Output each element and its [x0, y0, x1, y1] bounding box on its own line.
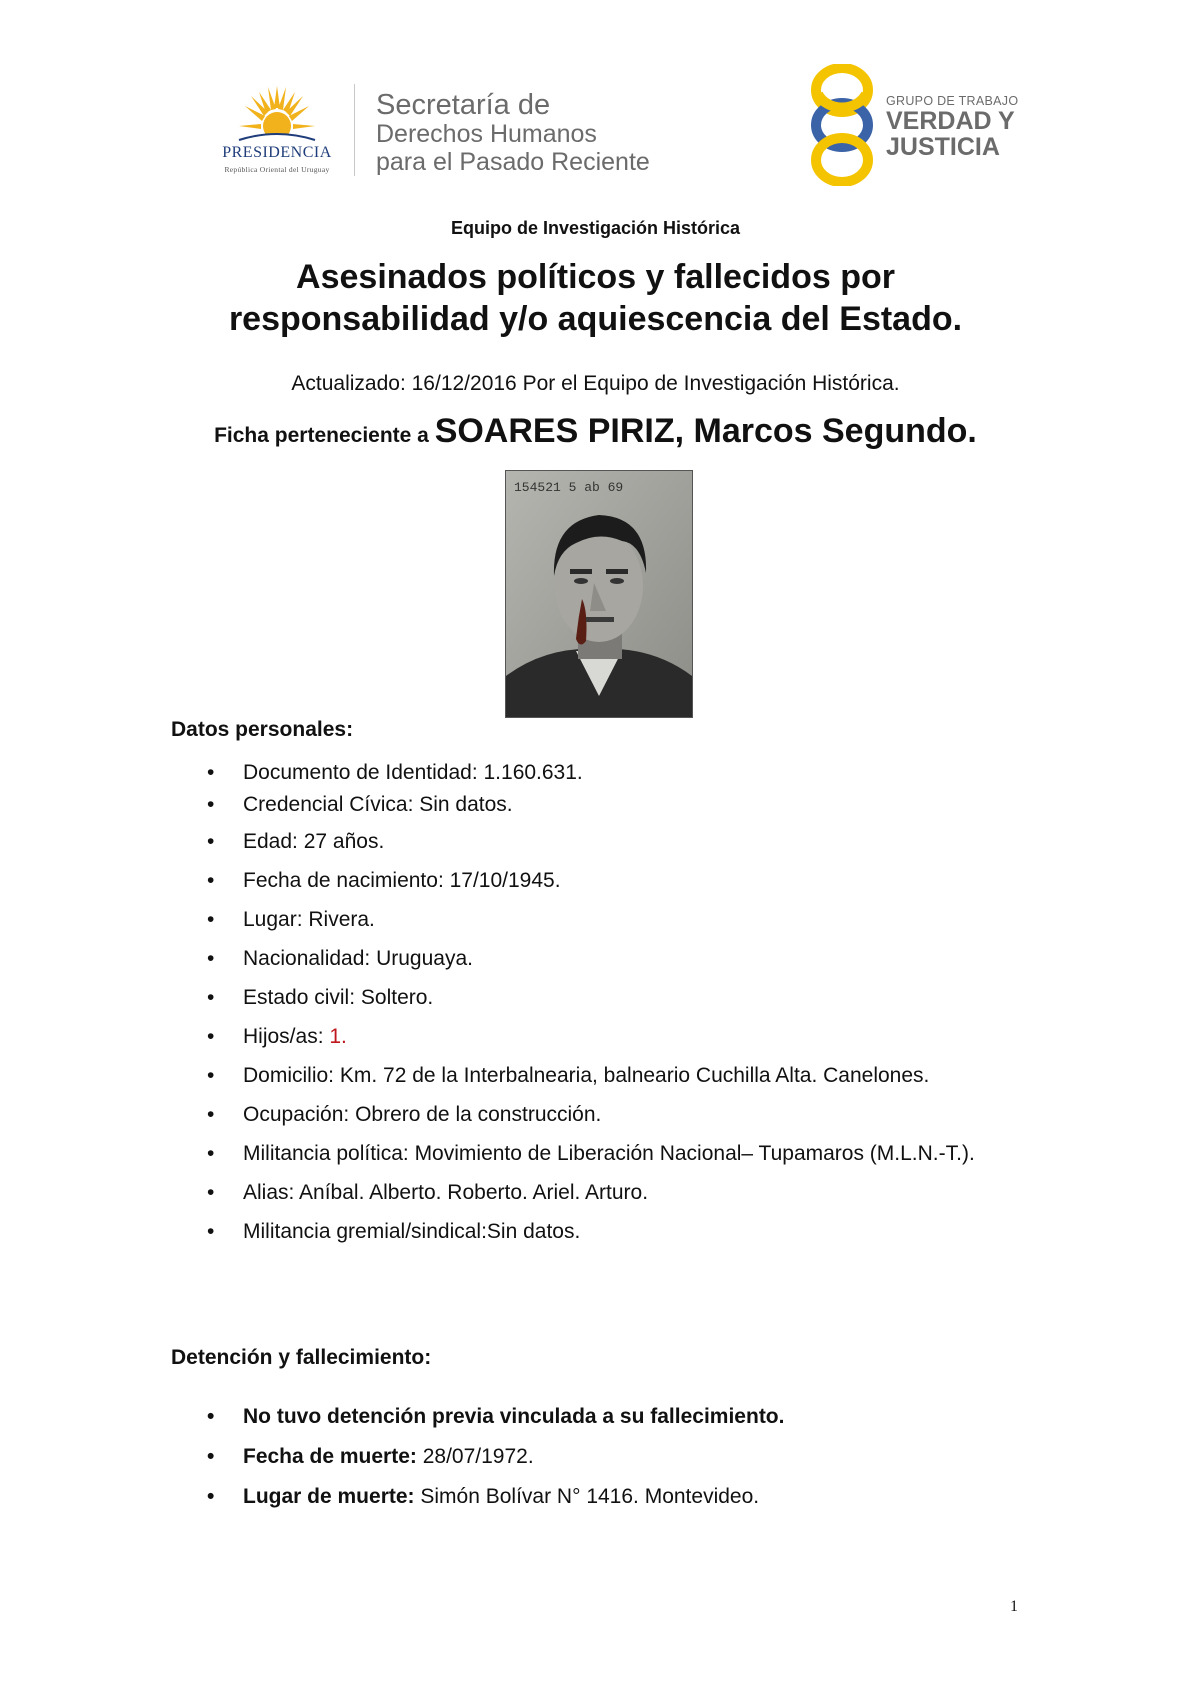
- presidencia-wordmark: PRESIDENCIA: [222, 144, 332, 161]
- person-name: SOARES PIRIZ, Marcos Segundo.: [434, 412, 977, 450]
- item-text: Militancia política: Movimiento de Liberación Nacional– Tupamaros (M.L.N.-T.).: [243, 1142, 975, 1165]
- list-item-hijos: • Hijos/as: 1.: [207, 1025, 347, 1048]
- item-value: Simón Bolívar N° 1416. Montevideo.: [414, 1485, 760, 1508]
- presidencia-logo: [197, 84, 357, 176]
- photo-stamp: 154521 5 ab 69: [514, 480, 624, 495]
- list-item-domicilio: • Domicilio: Km. 72 de la Interbalnearia, balneario Cuchilla Alta. Canelones.: [207, 1064, 930, 1087]
- list-item-nacimiento: • Fecha de nacimiento: 17/10/1945.: [207, 869, 561, 892]
- hijos-count: 1.: [329, 1025, 347, 1048]
- header-divider: [354, 84, 355, 176]
- list-item-nacionalidad: • Nacionalidad: Uruguaya.: [207, 947, 473, 970]
- presidencia-subtitle: República Oriental del Uruguay: [224, 165, 330, 174]
- list-item-fecha-muerte: • Fecha de muerte: 28/07/1972.: [207, 1445, 534, 1468]
- list-item-militancia: • Militancia política: Movimiento de Liberación Nacional– Tupamaros (M.L.N.-T.).: [207, 1142, 975, 1165]
- gtvj-line-2: VERDAD Y: [886, 107, 1015, 135]
- sun-icon: [237, 84, 317, 142]
- list-item-documento: • Documento de Identidad: 1.160.631.: [207, 761, 583, 784]
- gtvj-logo: [808, 64, 1018, 186]
- item-text: Estado civil: Soltero.: [243, 986, 434, 1009]
- team-heading: Equipo de Investigación Histórica: [450, 218, 741, 238]
- item-text: Credencial Cívica: Sin datos.: [243, 793, 513, 816]
- item-text: Edad: 27 años.: [243, 830, 385, 853]
- personal-data-list: [205, 760, 1023, 1245]
- ficha-line: [0, 412, 1191, 451]
- list-item-estado-civil: • Estado civil: Soltero.: [207, 986, 434, 1009]
- secretaria-line-3: para el Pasado Reciente: [376, 148, 650, 176]
- list-item-lugar-muerte: • Lugar de muerte: Simón Bolívar N° 1416. Montevideo.: [207, 1485, 760, 1508]
- list-item-alias: • Alias: Aníbal. Alberto. Roberto. Ariel. Arturo.: [207, 1181, 649, 1204]
- gtvj-line-3: JUSTICIA: [886, 133, 1000, 161]
- gtvj-line-1: GRUPO DE TRABAJO: [886, 94, 1019, 108]
- item-text: Lugar: Rivera.: [243, 908, 375, 931]
- portrait-photo: [505, 470, 693, 718]
- list-item-edad: • Edad: 27 años.: [207, 830, 385, 853]
- item-text: Ocupación: Obrero de la construcción.: [243, 1103, 602, 1126]
- item-label: Lugar de muerte:: [243, 1485, 415, 1508]
- item-label: Hijos/as:: [243, 1025, 330, 1048]
- secretaria-logo: [376, 90, 716, 176]
- detention-data-list: [205, 1404, 1023, 1510]
- item-text: Alias: Aníbal. Alberto. Roberto. Ariel. Arturo.: [243, 1181, 649, 1204]
- section-heading-personal: Datos personales:: [171, 718, 354, 741]
- page-title: [0, 256, 1191, 340]
- page-title-line-2: responsabilidad y/o aquiescencia del Estado.: [228, 300, 963, 338]
- item-text: Domicilio: Km. 72 de la Interbalnearia, balneario Cuchilla Alta. Canelones.: [243, 1064, 930, 1087]
- section-heading-detention: Detención y fallecimiento:: [171, 1346, 432, 1369]
- list-item-detencion-previa: • No tuvo detención previa vinculada a su fallecimiento.: [207, 1405, 785, 1428]
- item-text: Fecha de nacimiento: 17/10/1945.: [243, 869, 561, 892]
- item-text: No tuvo detención previa vinculada a su fallecimiento.: [243, 1405, 785, 1428]
- updated-line: Actualizado: 16/12/2016 Por el Equipo de Investigación Histórica.: [291, 372, 900, 395]
- portrait-image: [506, 471, 692, 717]
- page-number: 1: [1010, 1598, 1018, 1615]
- page-title-line-1: Asesinados políticos y fallecidos por: [296, 258, 895, 296]
- list-item-lugar: • Lugar: Rivera.: [207, 908, 375, 931]
- list-item-ocupacion: • Ocupación: Obrero de la construcción.: [207, 1103, 602, 1126]
- chain-rings-icon: [808, 64, 878, 186]
- secretaria-line-1: Secretaría de: [376, 89, 551, 121]
- item-label: Fecha de muerte:: [243, 1445, 417, 1468]
- item-text: Nacionalidad: Uruguaya.: [243, 947, 473, 970]
- ficha-prefix: Ficha perteneciente a: [214, 424, 435, 447]
- list-item-gremial: • Militancia gremial/sindical:Sin datos.: [207, 1220, 581, 1243]
- item-text: Militancia gremial/sindical:Sin datos.: [243, 1220, 581, 1243]
- list-item-credencial: • Credencial Cívica: Sin datos.: [207, 793, 513, 816]
- item-value: 28/07/1972.: [416, 1445, 534, 1468]
- item-text: Documento de Identidad: 1.160.631.: [243, 761, 583, 784]
- secretaria-line-2: Derechos Humanos: [376, 120, 597, 148]
